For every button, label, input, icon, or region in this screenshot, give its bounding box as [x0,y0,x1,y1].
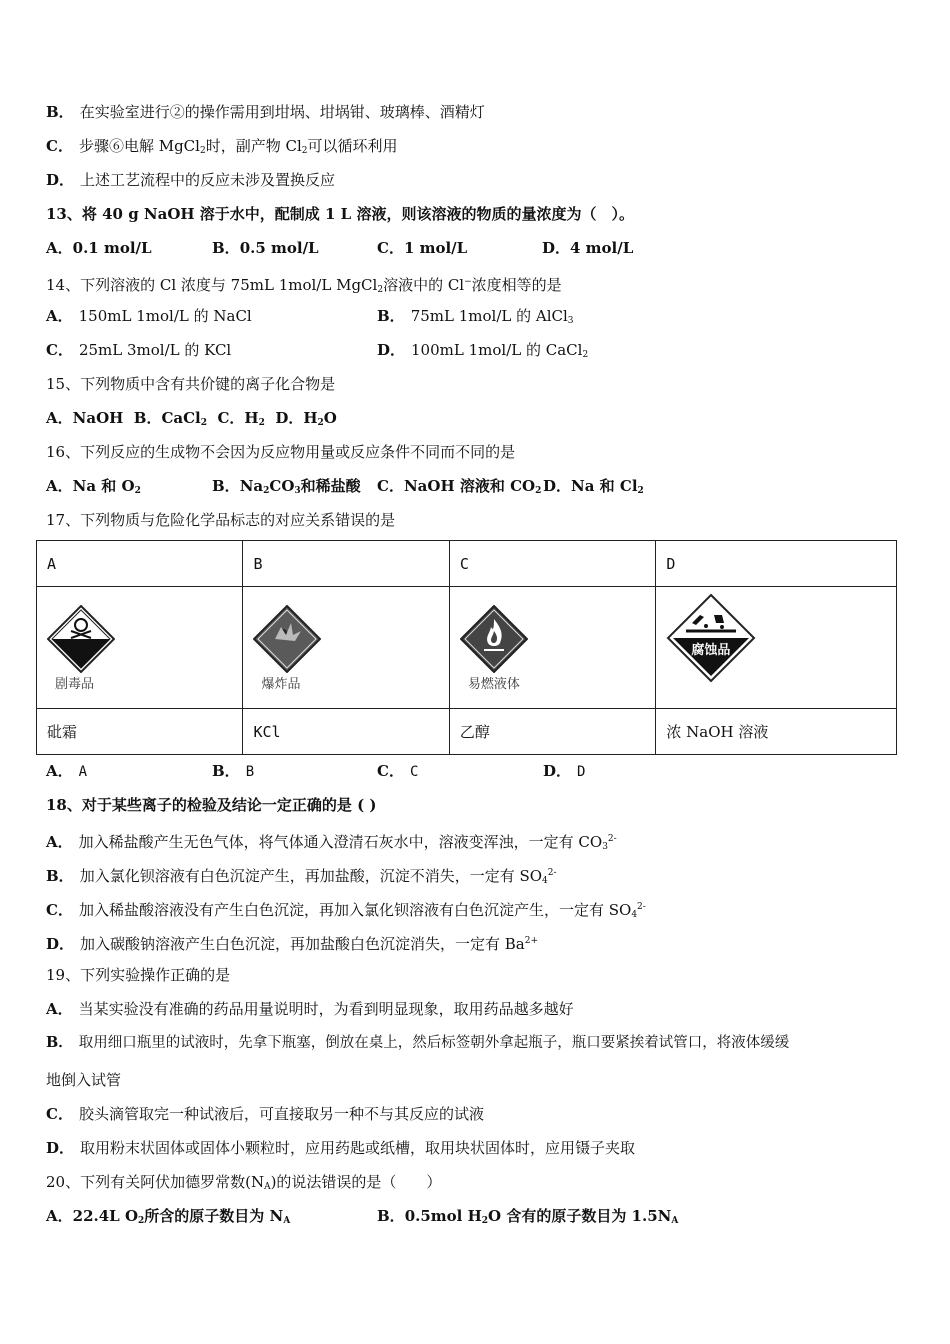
q14-option-a: A． 150mL 1mol/L 的 NaCl [46,307,252,325]
q13-stem: 13、将 40 g NaOH 溶于水中，配制成 1 L 溶液，则该溶液的物质的量浓度为（ ）。 [46,205,634,223]
q19-stem: 19、下列实验操作正确的是 [46,966,231,984]
substance-c: 乙醇 [449,709,655,755]
q15-option-b: B．CaCl$_2$ [133,409,208,428]
table-header-a: A [37,541,243,587]
q20-stem: 20、下列有关阿伏加德罗常数$(N_A)$的说法错误的是（ ） [46,1173,442,1192]
q17-stem: 17、下列物质与危险化学品标志的对应关系错误的是 [46,511,396,529]
q20-option-a: A．22.4L $O_2$所含的原子数目为 $N_A$ [46,1207,291,1226]
q15-option-d: D．$H_2O$ [275,409,337,428]
q17-option-b: B． B [212,762,255,780]
flame-icon [460,605,528,673]
q15-options [46,408,337,433]
q19-option-d: D． 取用粉末状固体或固体小颗粒时，应用药匙或纸槽，取用块状固体时，应用镊子夹取 [46,1139,636,1157]
substance-b: KCl [243,709,449,755]
q16-option-b: B．$Na_2CO_3$和稀盐酸 [212,477,361,496]
sign-caption-a: 剧毒品 [55,676,95,692]
sign-caption-c: 易燃液体 [467,676,520,692]
q13-option-d: D．4 mol/L [542,239,634,257]
sign-cell-d [656,587,897,709]
q12-option-c: C． 步骤⑥电解 MgCl$_2$时，副产物 $Cl_2$可以循环利用 [46,137,398,156]
q14-option-c: C． 25mL 3mol/L 的 KCl [46,341,232,359]
hazard-sign-table [36,540,897,755]
q16-option-d: D．Na 和 $Cl_2$ [543,477,644,496]
table-row [37,587,897,709]
sign-cell-b [243,587,449,709]
sign-cell-c [449,587,655,709]
q16-stem: 16、下列反应的生成物不会因为反应物用量或反应条件不同而不同的是 [46,443,516,461]
q13-option-b: B．0.5 mol/L [212,239,319,257]
q18-option-d: D． 加入碳酸钠溶液产生白色沉淀，再加盐酸白色沉淀消失，一定有 $Ba^{2+}$ [46,935,539,953]
q19-option-b: B． 取用细口瓶里的试液时，先拿下瓶塞，倒放在桌上，然后标签朝外拿起瓶子，瓶口要紧挨着试管口，将液体缓缓 [46,1034,790,1051]
q17-option-d: D． D [543,762,586,780]
q18-option-a: A． 加入稀盐酸产生无色气体，将气体通入澄清石灰水中，溶液变浑浊，一定有 $CO_3^{2-}$ [46,833,617,852]
table-header-b: B [243,541,449,587]
table-header-d: D [656,541,897,587]
q15-stem: 15、下列物质中含有共价键的离子化合物是 [46,375,336,393]
q19-option-a: A． 当某实验没有准确的药品用量说明时，为看到明显现象，取用药品越多越好 [46,1000,574,1018]
q14-stem: 14、下列溶液的 Cl 浓度与 75mL 1mol/L MgCl$_2$溶液中的 Cl−浓度相等的是 [46,276,562,295]
table-row [37,709,897,755]
q12-option-b: B． 在实验室进行②的操作需用到坩埚、坩埚钳、玻璃棒、酒精灯 [46,103,485,121]
q17-option-c: C． C [377,762,419,780]
q16-option-c: C．NaOH 溶液和 $CO_2$ [377,477,542,496]
q12-option-d: D． 上述工艺流程中的反应未涉及置换反应 [46,171,336,189]
sign-caption-b: 爆炸品 [261,676,301,692]
q17-option-a: A． A [46,762,88,780]
q15-option-a: A．NaOH [46,409,124,427]
q18-stem: 18、对于某些离子的检验及结论一定正确的是 ( ) [46,796,377,814]
q20-option-b: B．0.5mol $H_2O$ 含有的原子数目为 $1.5N_A$ [377,1207,679,1226]
explosion-icon [253,605,321,673]
q13-option-a: A．0.1 mol/L [46,239,152,257]
q19-option-c: C． 胶头滴管取完一种试液后，可直接取另一种不与其反应的试液 [46,1105,484,1123]
q16-option-a: A．Na 和 $O_2$ [46,477,141,496]
q18-option-c: C． 加入稀盐酸溶液没有产生白色沉淀，再加入氯化钡溶液有白色沉淀产生，一定有 $SO_4^{2-}$ [46,901,646,920]
q13-option-c: C．1 mol/L [377,239,468,257]
corrosion-icon [666,593,756,683]
table-row [37,541,897,587]
substance-a: 砒霜 [37,709,243,755]
sign-caption-d: 腐蚀品 [691,642,731,658]
q15-option-c: C．$H_2$ [217,409,265,428]
q14-option-b: B． 75mL 1mol/L 的 AlCl$_3$ [377,307,574,326]
q18-option-b: B． 加入氯化钡溶液有白色沉淀产生，再加盐酸，沉淀不消失，一定有 $SO_4^{2-}$ [46,867,557,886]
sign-cell-a [37,587,243,709]
q19-option-b-cont: 地倒入试管 [46,1071,122,1089]
skull-crossbones-icon [47,605,115,673]
table-header-c: C [449,541,655,587]
substance-d: 浓 NaOH 溶液 [656,709,897,755]
q14-option-d: D． 100mL 1mol/L 的 CaCl$_2$ [377,341,589,360]
